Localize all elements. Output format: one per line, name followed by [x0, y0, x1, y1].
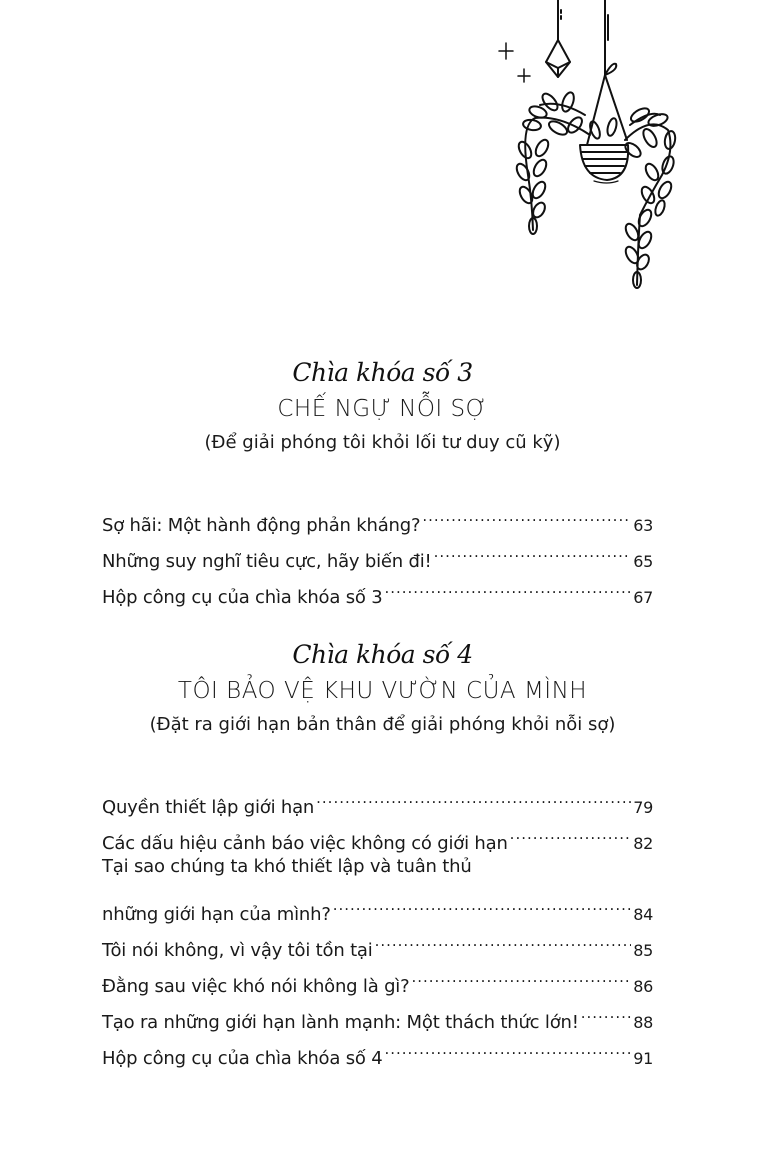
chapter-kicker: Chìa khóa số 4: [292, 640, 473, 669]
dot-leader: [333, 884, 632, 920]
toc-entry-line-1[interactable]: [102, 849, 653, 884]
toc-entry-title: những giới hạn của mình?: [102, 904, 331, 925]
toc-entry-title: Các dấu hiệu cảnh báo việc không có giới hạn: [102, 833, 508, 854]
chapter-heading-4: [0, 638, 765, 740]
toc-entry-title: Quyền thiết lập giới hạn: [102, 797, 315, 818]
hanging-plant-illustration: [490, 0, 690, 300]
toc-entry[interactable]: [102, 777, 653, 818]
chapter-heading-3: [0, 356, 765, 458]
dot-leader: [581, 992, 632, 1028]
toc-entry-page: 67: [633, 588, 653, 607]
toc-entry-page: 65: [633, 552, 653, 571]
dot-leader: [422, 495, 631, 531]
toc-entry-page: 63: [633, 516, 653, 535]
toc-entry-page: 85: [633, 941, 653, 960]
toc-list-chapter-3: [102, 495, 653, 608]
toc-entry-title: Đằng sau việc khó nói không là gì?: [102, 976, 410, 997]
toc-entry-title: Hộp công cụ của chìa khóa số 4: [102, 1048, 383, 1069]
toc-entry-title-line-1: Tại sao chúng ta khó thiết lập và tuân thủ: [102, 856, 472, 877]
chapter-title: TÔI BẢO VỆ KHU VƯỜN CỦA MÌNH: [177, 678, 588, 704]
dot-leader: [384, 567, 631, 603]
dot-leader: [375, 920, 632, 956]
dot-leader: [510, 813, 632, 849]
chapter-title: CHẾ NGỰ NỖI SỢ: [277, 396, 488, 422]
toc-entry-title: Tạo ra những giới hạn lành mạnh: Một thách thức lớn!: [102, 1012, 579, 1033]
dot-leader: [316, 777, 631, 813]
toc-list-chapter-4: [102, 777, 653, 1069]
chapter-subtitle: (Để giải phóng tôi khỏi lối tư duy cũ kỹ): [204, 432, 561, 453]
toc-entry-page: 88: [633, 1013, 653, 1032]
toc-entry-title: Những suy nghĩ tiêu cực, hãy biến đi!: [102, 551, 432, 572]
toc-entry[interactable]: [102, 495, 653, 536]
toc-entry[interactable]: [102, 884, 653, 925]
toc-entry-page: 91: [633, 1049, 653, 1068]
toc-entry-title: Hộp công cụ của chìa khóa số 3: [102, 587, 383, 608]
toc-entry-title: Sợ hãi: Một hành động phản kháng?: [102, 515, 421, 536]
dot-leader: [434, 531, 632, 567]
dot-leader: [384, 1028, 631, 1064]
toc-entry-title: Tôi nói không, vì vậy tôi tồn tại: [102, 940, 373, 961]
dot-leader: [411, 956, 631, 992]
toc-entry-page: 82: [633, 834, 653, 853]
toc-entry-page: 79: [633, 798, 653, 817]
toc-entry-page: 86: [633, 977, 653, 996]
chapter-kicker: Chìa khóa số 3: [292, 358, 473, 387]
toc-entry-page: 84: [633, 905, 653, 924]
chapter-subtitle: (Đặt ra giới hạn bản thân để giải phóng khỏi nỗi sợ): [149, 714, 616, 735]
